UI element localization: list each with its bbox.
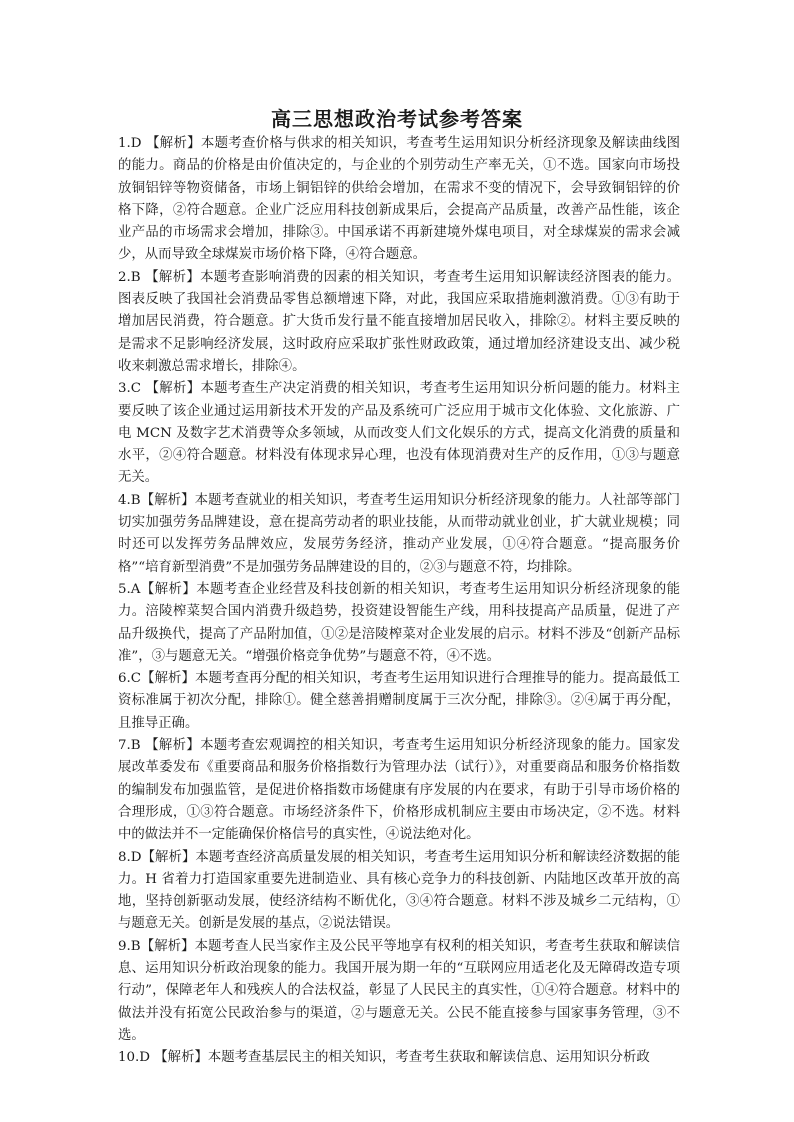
page-title: 高三思想政治考试参考答案 (271, 107, 523, 131)
answer-list (118, 133, 680, 1069)
answer-item-9: 9.B【解析】本题考查人民当家作主及公民平等地享有权利的相关知识，考查考生获取和解读信息、运用知识分析政治现象的能力。我国开展为期一年的“互联网应用适老化及无障碍改造专项行动”，保障老年人和残疾人的合法权益，彰显了人民民主的真实性，①④符合题意。材料中的做法并没有拓宽公民政治参与的渠道，②与题意无关。公民不能直接参与国家事务管理，③不选。 (118, 938, 680, 1043)
answer-item-4: 4.B【解析】本题考查就业的相关知识，考查考生运用知识分析经济现象的能力。人社部等部门切实加强劳务品牌建设，意在提高劳动者的职业技能，从而带动就业创业，扩大就业规模；同时还可以发挥劳务品牌效应，发展劳务经济，推动产业发展，①④符合题意。“提高服务价格”“培育新型消费”不是加强劳务品牌建设的目的，②③与题意不符，均排除。 (118, 492, 680, 575)
answer-item-6: 6.C【解析】本题考查再分配的相关知识，考查考生运用知识进行合理推导的能力。提高最低工资标准属于初次分配，排除①。健全慈善捐赠制度属于三次分配，排除③。②④属于再分配，且推导正确。 (118, 671, 680, 731)
answer-item-1: 1.D 【解析】本题考查价格与供求的相关知识，考查考生运用知识分析经济现象及解读曲线图的能力。商品的价格是由价值决定的，与企业的个别劳动生产率无关，①不选。国家向市场投放铜铝锌等物资储备，市场上铜铝锌的供给会增加，在需求不变的情况下，会导致铜铝锌的价格下降，②符合题意。企业广泛应用科技创新成果后，会提高产品质量，改善产品性能，该企业产品的市场需求会增加，排除③。中国承诺不再新建境外煤电项目，对全球煤炭的需求会减少，从而导致全球煤炭市场价格下降，④符合题意。 (118, 136, 680, 263)
answer-item-7: 7.B 【解析】本题考查宏观调控的相关知识，考查考生运用知识分析经济现象的能力。国家发展改革委发布《重要商品和服务价格指数行为管理办法（试行）》，对重要商品和服务价格指数的编制发布加强监管，是促进价格指数市场健康有序发展的内在要求，有助于引导市场价格的合理形成，①③符合题意。市场经济条件下，价格形成机制应主要由市场决定，②不选。材料中的做法并不一定能确保价格信号的真实性，④说法绝对化。 (118, 738, 680, 843)
answer-item-5: 5.A【解析】本题考查企业经营及科技创新的相关知识，考查考生运用知识分析经济现象的能力。涪陵榨菜契合国内消费升级趋势，投资建设智能生产线，用科技提高产品质量，促进了产品升级换代，提高了产品附加值，①②是涪陵榨菜对企业发展的启示。材料不涉及“创新产品标准”，③与题意无关。“增强价格竞争优势”与题意不符，④不选。 (118, 581, 680, 664)
answer-item-8: 8.D【解析】本题考查经济高质量发展的相关知识，考查考生运用知识分析和解读经济数据的能力。H 省着力打造国家重要先进制造业、具有核心竞争力的科技创新、内陆地区改革开放的高地，坚持创新驱动发展，使经济结构不断优化，③④符合题意。材料不涉及城乡二元结构，①与题意无关。创新是发展的基点，②说法错误。 (118, 849, 680, 932)
answer-item-3: 3.C 【解析】本题考查生产决定消费的相关知识，考查考生运用知识分析问题的能力。材料主要反映了该企业通过运用新技术开发的产品及系统可广泛应用于城市文化体验、文化旅游、广电 MCN 及数字艺术消费等众多领域，从而改变人们文化娱乐的方式，提高文化消费的质量和水平，②④符合题意。材料没有体现求异心理，也没有体现消费对生产的反作用，①③与题意无关。 (118, 381, 680, 486)
answer-item-10: 10.D 【解析】本题考查基层民主的相关知识，考查考生获取和解读信息、运用知识分析政 (118, 1050, 650, 1066)
answer-item-2: 2.B 【解析】本题考查影响消费的因素的相关知识，考查考生运用知识解读经济图表的能力。图表反映了我国社会消费品零售总额增速下降，对此，我国应采取措施刺激消费。①③有助于增加居民消费，符合题意。扩大货币发行量不能直接增加居民收入，排除②。材料主要反映的是需求不足影响经济发展，这时政府应采取扩张性财政政策，通过增加经济建设支出、减少税收来刺激总需求增长，排除④。 (118, 269, 680, 374)
